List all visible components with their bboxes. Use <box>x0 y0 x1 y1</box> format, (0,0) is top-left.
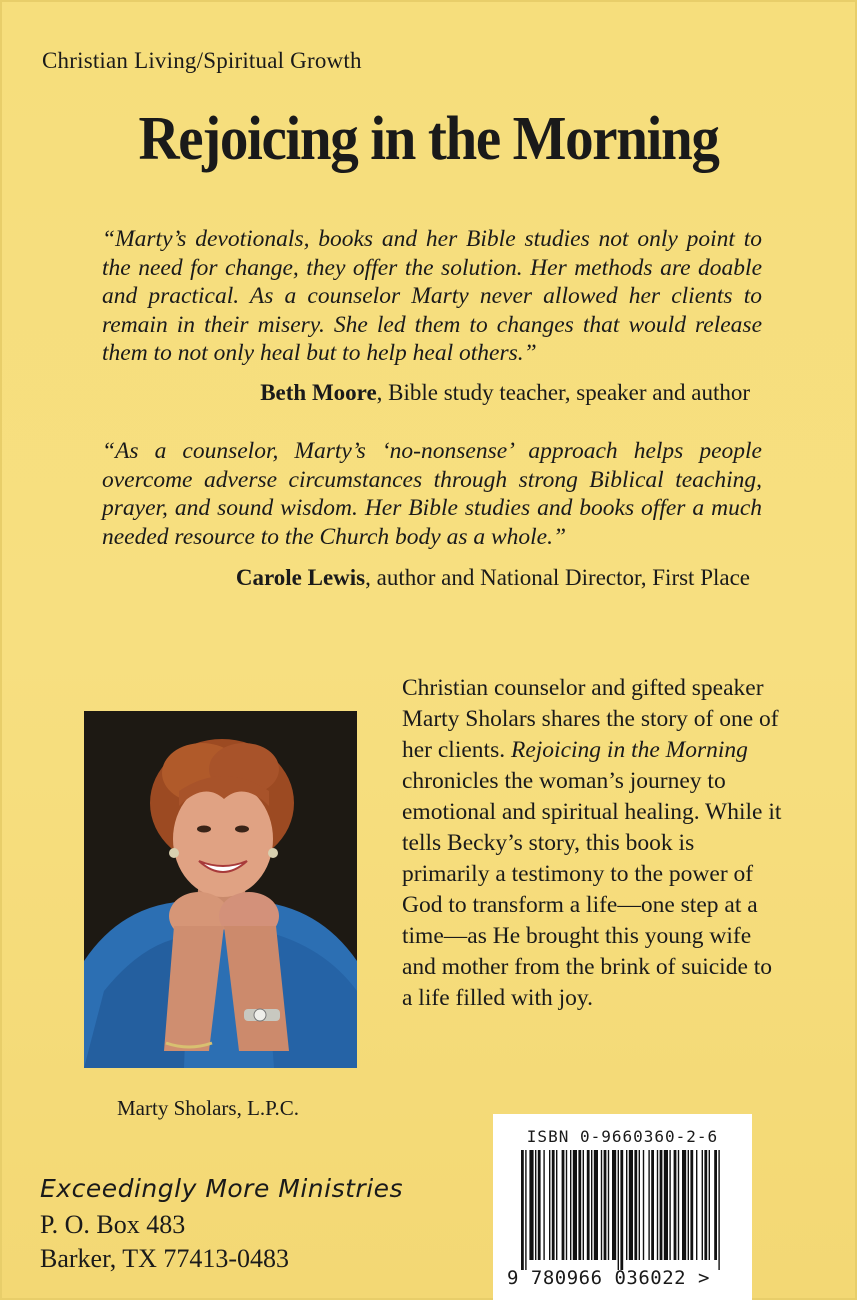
barcode-bar <box>583 1150 584 1260</box>
barcode-bar <box>718 1150 719 1270</box>
barcode-bar <box>549 1150 550 1260</box>
photo-caption: Marty Sholars, L.P.C. <box>117 1096 300 1120</box>
barcode-bar <box>657 1150 658 1260</box>
barcode-bar <box>660 1150 663 1260</box>
description-text: Christian counselor and gifted speaker Marty Sholars shares the story of one of her clients. <box>402 675 779 763</box>
barcode-bar <box>709 1150 710 1260</box>
publisher-name: Exceedingly More Ministries <box>40 1174 404 1203</box>
barcode-bar <box>543 1150 544 1260</box>
barcode-bar <box>525 1150 526 1270</box>
barcode-bar <box>578 1150 581 1260</box>
barcode-bar <box>608 1150 609 1260</box>
barcode-bar <box>714 1150 717 1260</box>
isbn-text: ISBN 0-9660360-2-6 <box>526 1127 719 1146</box>
barcode-bar <box>573 1150 577 1260</box>
barcode-bar <box>562 1150 565 1260</box>
barcode-bar <box>601 1150 602 1260</box>
barcode-bar <box>620 1150 623 1270</box>
barcode-bar <box>634 1150 637 1260</box>
barcode-bar <box>664 1150 668 1260</box>
barcode-bar <box>566 1150 567 1260</box>
endorser-name: Beth Moore <box>260 380 377 405</box>
barcode-bar <box>521 1150 524 1270</box>
description-book-title: Rejoicing in the Morning <box>510 737 748 763</box>
barcode-bar <box>594 1150 598 1260</box>
barcode-bar <box>704 1150 707 1260</box>
endorsement-attribution <box>260 380 750 406</box>
barcode-bar <box>626 1150 627 1260</box>
publisher-address-line1: P. O. Box 483 <box>40 1210 186 1239</box>
category-label: Christian Living/Spiritual Growth <box>42 48 362 73</box>
barcode-bar <box>552 1150 555 1260</box>
barcode-bar <box>648 1150 649 1260</box>
barcode-bar <box>570 1150 571 1260</box>
barcode-bar <box>618 1150 619 1270</box>
barcode-number: 9 780966 036022 > <box>507 1267 710 1289</box>
barcode-bar <box>556 1150 557 1260</box>
endorser-role: , Bible study teacher, speaker and author <box>376 380 750 405</box>
barcode-bar <box>696 1150 697 1260</box>
barcode-bar <box>690 1150 693 1260</box>
barcode-label <box>493 1114 752 1300</box>
barcode-bar <box>629 1150 633 1260</box>
barcode-bar <box>688 1150 689 1260</box>
endorser-name: Carole Lewis <box>235 565 366 590</box>
barcode-bar <box>591 1150 592 1260</box>
barcode-bar <box>669 1150 670 1260</box>
endorsement-attribution <box>236 565 750 591</box>
barcode-bar <box>538 1150 541 1260</box>
barcode-bar <box>535 1150 536 1260</box>
barcode-bar <box>682 1150 686 1260</box>
barcode-bar <box>674 1150 677 1260</box>
barcode-bar <box>612 1150 616 1260</box>
endorsement-quote: “Marty’s devotionals, books and her Bible studies not only point to the need for change, they offer the solution. Her methods are doable and practical. As a counselor Marty never allowed her clients to remain in their misery. She led them to changes that would release them to not only heal but to help heal others.” <box>102 226 762 366</box>
book-title: Rejoicing in the Morning <box>138 105 719 173</box>
barcode-bar <box>702 1150 703 1260</box>
barcode-bar <box>651 1150 654 1260</box>
description-text: chronicles the woman’s journey to emotional and spiritual healing. While it tells Becky’s story, this book is primarily a testimony to the power of God to transform a life—one step at a time—as He brought this young wife and mother from the brink of suicide to a life filled with joy. <box>402 768 782 1011</box>
endorsement-quote: “As a counselor, Marty’s ‘no-nonsense’ approach helps people overcome adverse circumstances through strong Biblical teaching, prayer, and sound wisdom. Her Bible studies and books offer a much needed resource to the Church body as a whole.” <box>102 438 762 550</box>
book-description <box>402 673 782 1014</box>
barcode-bar <box>604 1150 607 1260</box>
endorser-role: , author and National Director, First Place <box>365 565 750 590</box>
publisher-address-line2: Barker, TX 77413-0483 <box>40 1244 290 1273</box>
barcode-bar <box>643 1150 644 1260</box>
barcode-icon <box>521 1150 721 1270</box>
barcode-bar <box>678 1150 679 1260</box>
barcode-bar <box>639 1150 640 1260</box>
barcode-bar <box>587 1150 590 1260</box>
author-photo <box>84 711 357 1068</box>
barcode-bar <box>529 1150 533 1260</box>
